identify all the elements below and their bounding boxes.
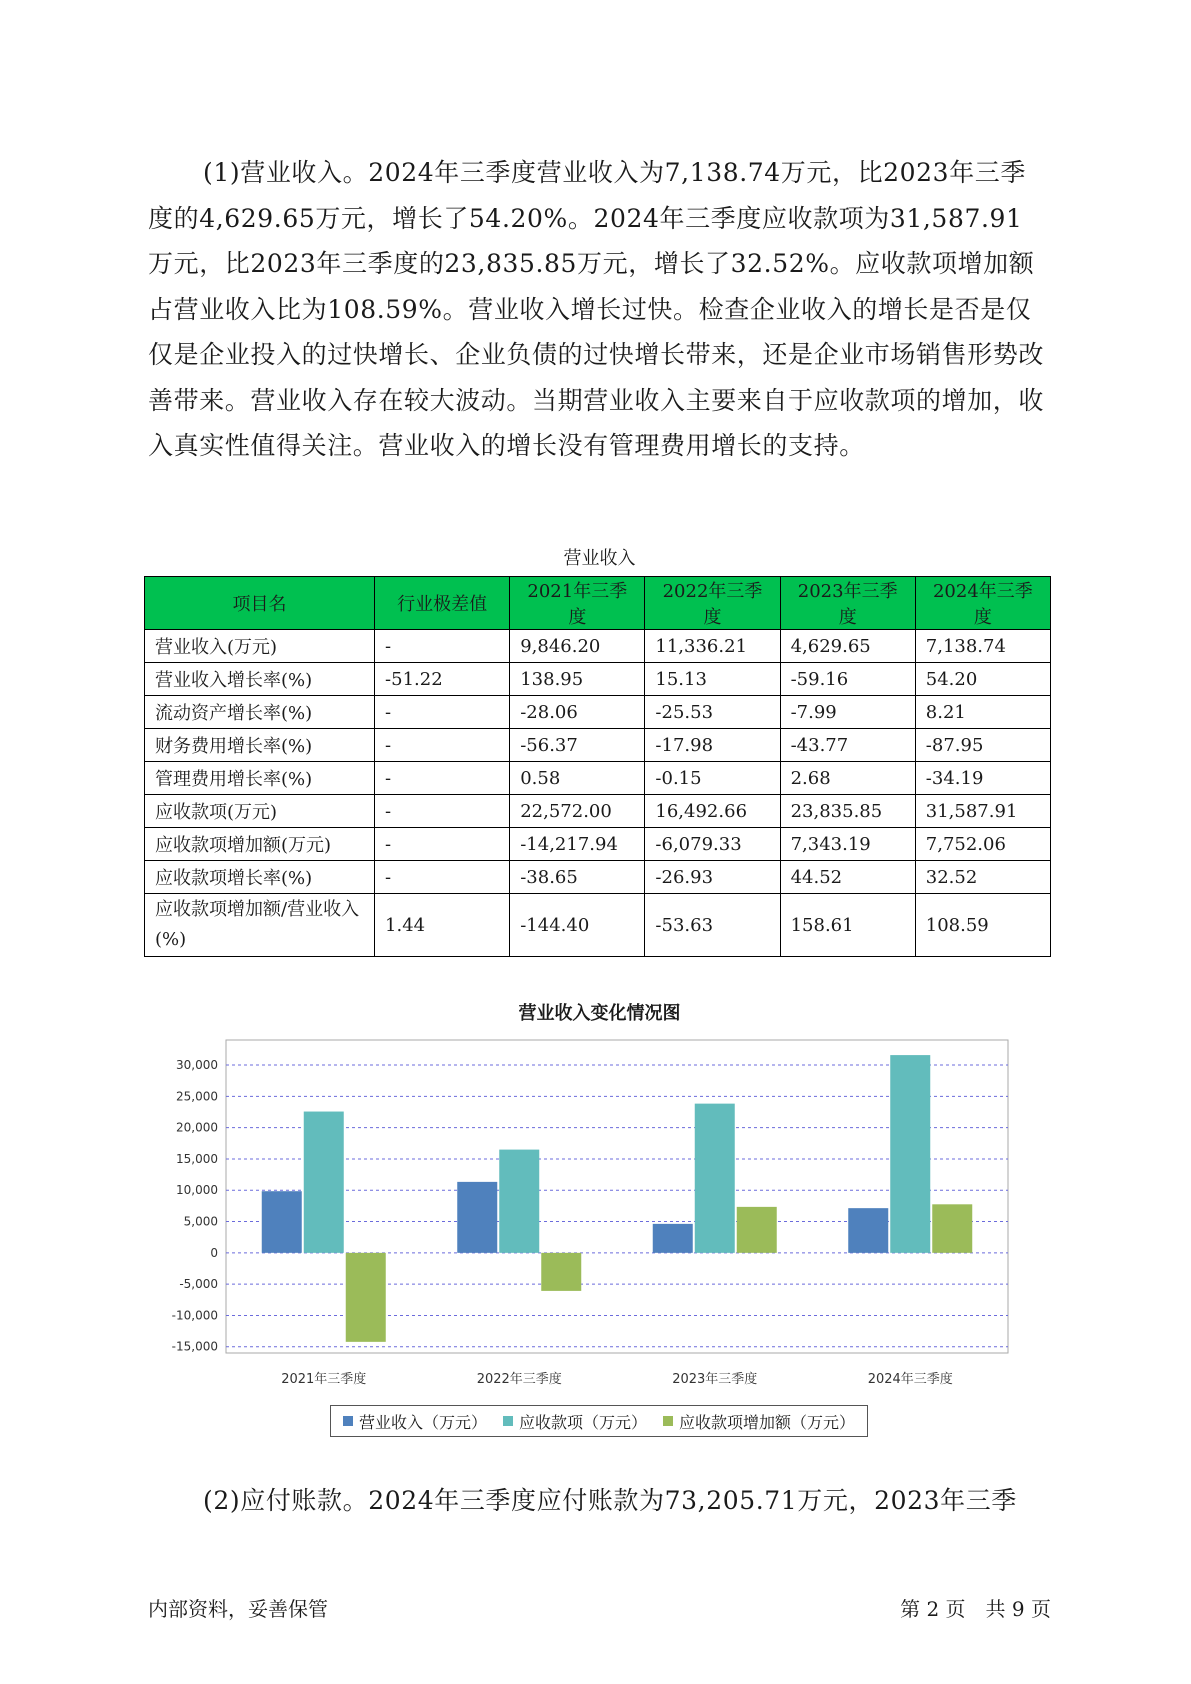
bar: [932, 1204, 972, 1253]
chart-legend: [330, 1405, 868, 1437]
legend-item: [503, 1410, 647, 1433]
bar: [262, 1191, 302, 1253]
table-cell: 管理费用增长率(%): [145, 762, 375, 795]
table-cell: -6,079.33: [645, 828, 780, 861]
table-header-cell: 2021年三季度: [510, 577, 645, 630]
chart-title: 营业收入变化情况图: [518, 1003, 681, 1024]
x-tick-label: 2021年三季度: [281, 1372, 367, 1387]
table-cell: -: [375, 861, 510, 894]
legend-item: [663, 1410, 855, 1433]
table-cell: -: [375, 795, 510, 828]
table-cell: 158.61: [780, 894, 915, 957]
legend-label: 营业收入（万元）: [358, 1412, 487, 1432]
table-cell: 1.44: [375, 894, 510, 957]
table-cell: 54.20: [915, 663, 1050, 696]
bar: [848, 1208, 888, 1253]
table-cell: 7,138.74: [915, 630, 1050, 663]
table-cell: 财务费用增长率(%): [145, 729, 375, 762]
table-cell: -34.19: [915, 762, 1050, 795]
y-tick-label: 10,000: [176, 1183, 218, 1198]
table-cell: 11,336.21: [645, 630, 780, 663]
table-row: [145, 696, 1051, 729]
table-cell: 9,846.20: [510, 630, 645, 663]
y-tick-label: 30,000: [176, 1058, 218, 1073]
legend-item: [343, 1410, 487, 1433]
bar: [346, 1253, 386, 1342]
table-header-cell: 行业极差值: [375, 577, 510, 630]
table-cell: -17.98: [645, 729, 780, 762]
revenue-table: [144, 576, 1051, 957]
y-tick-label: 0: [210, 1245, 218, 1260]
bar: [457, 1182, 497, 1253]
table-row: [145, 630, 1051, 663]
table-cell: 应收款项增长率(%): [145, 861, 375, 894]
table-cell: 108.59: [915, 894, 1050, 957]
table-cell: -: [375, 630, 510, 663]
table-cell: -87.95: [915, 729, 1050, 762]
table-cell: 23,835.85: [780, 795, 915, 828]
table-cell: -: [375, 696, 510, 729]
paragraph-revenue: (1)营业收入。2024年三季度营业收入为7,138.74万元，比2023年三季度的4,629.65万元，增长了54.20%。2024年三季度应收款项为31,587.91万元，比2023年三季度的23,835.85万元，增长了32.52%。应收款项增加额占营业收入比为108.59%。营业收入增长过快。检查企业收入的增长是否是仅仅是企业投入的过快增长、企业负债的过快增长带来，还是企业市场销售形势改善带来。营业收入存在较大波动。当期营业收入主要来自于应收款项的增加，收入真实性值得关注。营业收入的增长没有管理费用增长的支持。: [148, 158, 1045, 460]
legend-label: 应收款项（万元）: [518, 1412, 647, 1432]
legend-swatch: [343, 1416, 353, 1426]
table-cell: -144.40: [510, 894, 645, 957]
footer-page-number: 第 2 页 共 9 页: [900, 1597, 1051, 1621]
table-row: [145, 762, 1051, 795]
table-header-row: [145, 577, 1051, 630]
table-row: [145, 663, 1051, 696]
table-cell: 7,752.06: [915, 828, 1050, 861]
x-tick-label: 2023年三季度: [672, 1372, 758, 1387]
table-cell: 31,587.91: [915, 795, 1050, 828]
table-title: 营业收入: [563, 548, 636, 569]
legend-label: 应收款项增加额（万元）: [679, 1412, 856, 1432]
table-cell: -43.77: [780, 729, 915, 762]
legend-swatch: [503, 1416, 513, 1426]
table-cell: 应收款项增加额/营业收入(%): [145, 894, 375, 957]
table-cell: 应收款项(万元): [145, 795, 375, 828]
table-header-cell: 2023年三季度: [780, 577, 915, 630]
table-cell: 4,629.65: [780, 630, 915, 663]
table-cell: -26.93: [645, 861, 780, 894]
table-cell: -7.99: [780, 696, 915, 729]
y-tick-label: 5,000: [183, 1214, 218, 1229]
bar: [737, 1207, 777, 1253]
y-tick-label: -15,000: [171, 1339, 218, 1354]
table-cell: 流动资产增长率(%): [145, 696, 375, 729]
table-header-cell: 项目名: [145, 577, 375, 630]
table-cell: 营业收入增长率(%): [145, 663, 375, 696]
table-header-cell: 2022年三季度: [645, 577, 780, 630]
table-cell: -28.06: [510, 696, 645, 729]
paragraph-accounts-payable: (2)应付账款。2024年三季度应付账款为73,205.71万元，2023年三季: [203, 1486, 1017, 1515]
x-tick-label: 2022年三季度: [476, 1372, 562, 1387]
table-cell: -0.15: [645, 762, 780, 795]
footer-confidential: 内部资料，妥善保管: [148, 1597, 328, 1621]
table-cell: -: [375, 828, 510, 861]
table-cell: 8.21: [915, 696, 1050, 729]
table-cell: -38.65: [510, 861, 645, 894]
table-header-cell: 2024年三季度: [915, 577, 1050, 630]
table-cell: -56.37: [510, 729, 645, 762]
table-cell: 应收款项增加额(万元): [145, 828, 375, 861]
table-cell: 营业收入(万元): [145, 630, 375, 663]
bar: [499, 1150, 539, 1253]
table-row: [145, 729, 1051, 762]
table-cell: 16,492.66: [645, 795, 780, 828]
bar: [541, 1253, 581, 1291]
table-cell: -59.16: [780, 663, 915, 696]
table-cell: 7,343.19: [780, 828, 915, 861]
table-cell: -: [375, 729, 510, 762]
table-cell: 15.13: [645, 663, 780, 696]
table-row: [145, 828, 1051, 861]
y-tick-label: -5,000: [179, 1277, 218, 1292]
table-cell: -25.53: [645, 696, 780, 729]
table-cell: 32.52: [915, 861, 1050, 894]
table-row: [145, 894, 1051, 957]
table-row: [145, 861, 1051, 894]
y-tick-label: 15,000: [176, 1151, 218, 1166]
bar: [695, 1104, 735, 1253]
table-cell: 2.68: [780, 762, 915, 795]
revenue-bar-chart: [148, 1030, 1028, 1390]
y-tick-label: 25,000: [176, 1089, 218, 1104]
table-cell: 0.58: [510, 762, 645, 795]
legend-swatch: [663, 1416, 673, 1426]
y-tick-label: -10,000: [171, 1308, 218, 1323]
table-cell: 22,572.00: [510, 795, 645, 828]
bar: [653, 1224, 693, 1253]
table-cell: -14,217.94: [510, 828, 645, 861]
y-tick-label: 20,000: [176, 1120, 218, 1135]
table-cell: 44.52: [780, 861, 915, 894]
table-cell: -: [375, 762, 510, 795]
table-row: [145, 795, 1051, 828]
table-cell: 138.95: [510, 663, 645, 696]
bar: [304, 1112, 344, 1253]
table-cell: -51.22: [375, 663, 510, 696]
x-tick-label: 2024年三季度: [867, 1372, 953, 1387]
table-cell: -53.63: [645, 894, 780, 957]
bar: [890, 1055, 930, 1253]
